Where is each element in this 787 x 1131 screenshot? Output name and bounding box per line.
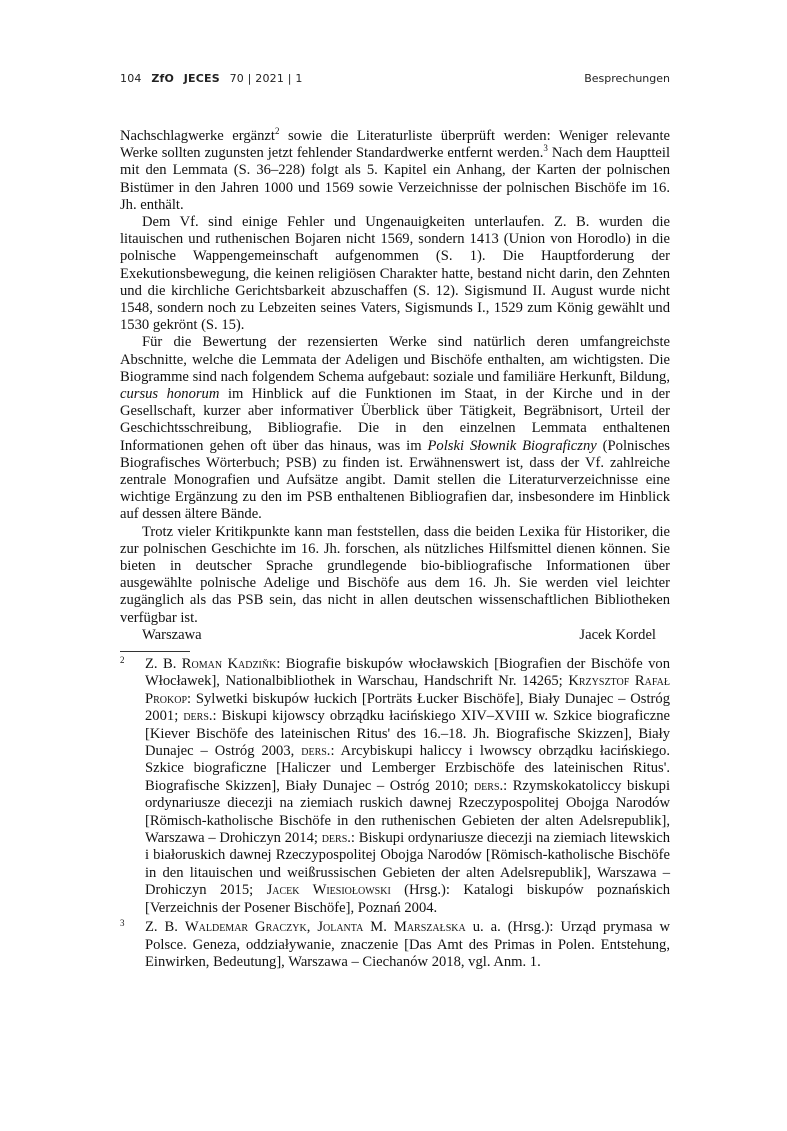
text-span: : Biografie biskupów włocławskich [Biografien der Bischöfe von Włocławek], Nationalbibliothek in Warschau, Handschrift Nr. 14265; [145, 656, 670, 690]
author-name: Jolanta M. Marszałska [317, 919, 466, 936]
header-left [120, 72, 309, 85]
author-name: ders. [301, 743, 331, 760]
section-title: Besprechungen [584, 72, 670, 85]
journal-sub: JECES [183, 72, 220, 85]
text-span: Z. B. [145, 656, 182, 672]
text-span: Für die Bewertung der rezensierten Werke sind natürlich deren umfangreichste Abschnitte, welche die Lemmata der Adeligen und Bischöfe enthalten, am wichtigsten. Die Biogramme sind nach folgendem Schema aufgebaut: soziale und familiäre Herkunft, Bildung, [120, 334, 670, 385]
footnote-2 [120, 656, 670, 917]
text-span: (Polnisches Biografisches Wörterbuch; PSB) zu finden ist. Erwähnenswert ist, dass der Vf. zahlreiche zentrale Monografien und Aufsätze angibt. Damit stellen die Literaturverzeichnisse eine wichtige Ergänzung zu den im PSB enthaltenen Bibliografien dar, insbesondere im Hinblick auf dessen ältere Bände. [120, 437, 670, 523]
running-header [120, 72, 670, 90]
footnote-3 [120, 919, 670, 971]
paragraph-3 [120, 334, 670, 523]
text-span: u. a. (Hrsg.): Urząd prymasa w Polsce. Geneza, oddziaływanie, znaczenie [Das Amt des Primas in Polen. Entstehung, Einwirken, Bedeutung], Warszawa – Ciechanów 2018, vgl. Anm. 1. [145, 919, 670, 970]
footnote-number: 3 [120, 918, 125, 929]
journal-name: ZfO [151, 72, 175, 85]
text-span: Nachschlagwerke ergänzt [120, 128, 275, 144]
author-name: ders. [473, 777, 504, 794]
italic-title: Polski Słownik Biograficzny [427, 437, 597, 454]
review-body [120, 128, 670, 645]
author-name: ders. [183, 708, 213, 725]
author-name: ders. [321, 830, 351, 847]
text-span: : Biskupi kijowscy obrządku łacińskiego XIV–XVIII w. Szkice biograficzne [Kiever Bischöfe des lateinischen Ritus' des 16.–18. Jh. Biografische Skizzen], Biały Dunajec – Ostróg 2003, [145, 708, 671, 760]
author-name: Krzysztof Rafał Prokop [145, 673, 670, 707]
author-name: Roman Kadziňk [181, 656, 277, 672]
text-span: Z. B. [145, 919, 185, 936]
signature-line [120, 627, 670, 645]
footnote-divider [120, 651, 190, 652]
paragraph-4: Trotz vieler Kritikpunkte kann man feststellen, dass die beiden Lexika für Historiker, die zur polnischen Geschichte im 16. Jh. forschen, als nützliches Hilfsmittel dienen können. Sie bieten in deutscher Sprache grundlegende bio-bibliografische Informationen über ausgewählte polnische Adelige und Bischöfe aus dem 16. Jh. Sie werden viel leichter zugänglich als das PSB sein, das nicht in allen deutschen wissenschaftlichen Bibliotheken verfügbar ist. [120, 523, 670, 626]
paragraph-2: Dem Vf. sind einige Fehler und Ungenauigkeiten unterlaufen. Z. B. wurden die litauischen und ruthenischen Bojaren nicht 1569, sondern 1413 (Union von Horodlo) in die polnische Wappengemeinschaft aufgenommen (S. 1). Die Hauptforderung der Exekutionsbewegung, die keinen religiösen Charakter hatte, bestand nicht darin, den Zehnten und die kirchliche Gerichtsbarkeit abzuschaffen (S. 12). Sigismund II. August wurde nicht 1548, sondern noch zu Lebzeiten seines Vaters, Sigismunds I., 1529 zum König gewählt und 1530 gekrönt (S. 15). [120, 214, 670, 334]
text-span: Nach dem Hauptteil mit den Lemmata (S. 36–228) folgt als 5. Kapitel ein Anhang, der Karten der polnischen Bistümer in den Jahren 1000 und 1569 sowie Verzeichnisse der polnischen Bischöfe im 16. Jh. enthält. [120, 145, 671, 213]
text-span: , [306, 919, 318, 936]
author-name: Waldemar Graczyk [184, 919, 307, 936]
text-span: : Arcybiskupi haliccy i lwowscy obrządku łacińskiego. Szkice biograficzne [Haliczer und Lemberger Erzbischöfe des lateinischen Ritus'. Biografische Skizzen], Biały Dunajec – Ostróg 2010; [145, 743, 670, 794]
footnotes [120, 656, 670, 973]
signature-author: Jacek Kordel [579, 626, 656, 643]
text-span: : Sylwetki biskupów łuckich [Porträts Łucker Bischöfe], Biały Dunajec – Ostróg 2001; [145, 690, 670, 725]
journal-volume: 70 | 2021 | 1 [229, 72, 303, 85]
footnote-ref-2[interactable]: 2 [274, 126, 280, 137]
text-span: (Hrsg.): Katalogi biskupów poznańskich [Verzeichnis der Posener Bischöfe], Poznań 2004. [145, 882, 671, 916]
text-span: : Biskupi ordynariusze diecezji na ziemiach litewskich i białoruskich dawnej Rzeczypospolitej Obojga Narodów [Römisch-katholische Bischöfe in den litauischen und weißrussischen Gebieten der alten Adelsrepublik], Warszawa – Drohiczyn 2015; [145, 830, 671, 899]
text-span: im Hinblick auf die Funktionen im Staat, in der Kirche und in der Gesellschaft, kurzer aber informativer Überblick über Tätigkeit, Begräbnisort, Urteil der Geschichtsschreibung, Bibliografie. Die in den einzelnen Lemmata enthaltenen Informationen gehen oft über das hinaus, was im [120, 386, 671, 454]
footnote-number: 2 [120, 655, 125, 665]
text-span: : Rzymskokatoliccy biskupi ordynariusze diecezji na ziemiach ruskich dawnej Rzeczypospolitej Obojga Narodów [Römisch-katholische Bischöfe in den ruthenischen Gebieten der alten Adelsrepublik], Warszawa – Drohiczyn 2014; [145, 777, 670, 847]
footnote-ref-3[interactable]: 3 [543, 143, 548, 154]
signature-place: Warszawa [142, 626, 202, 643]
text-span: sowie die Literaturliste überprüft werden: Weniger relevante Werke sollten zugunsten jetzt fehlender Standardwerke entfernt werden. [120, 128, 670, 162]
italic-term: cursus honorum [120, 386, 220, 403]
author-name: Jacek Wiesiołowski [266, 882, 391, 899]
page-number: 104 [120, 72, 142, 85]
paragraph-1 [120, 128, 670, 214]
